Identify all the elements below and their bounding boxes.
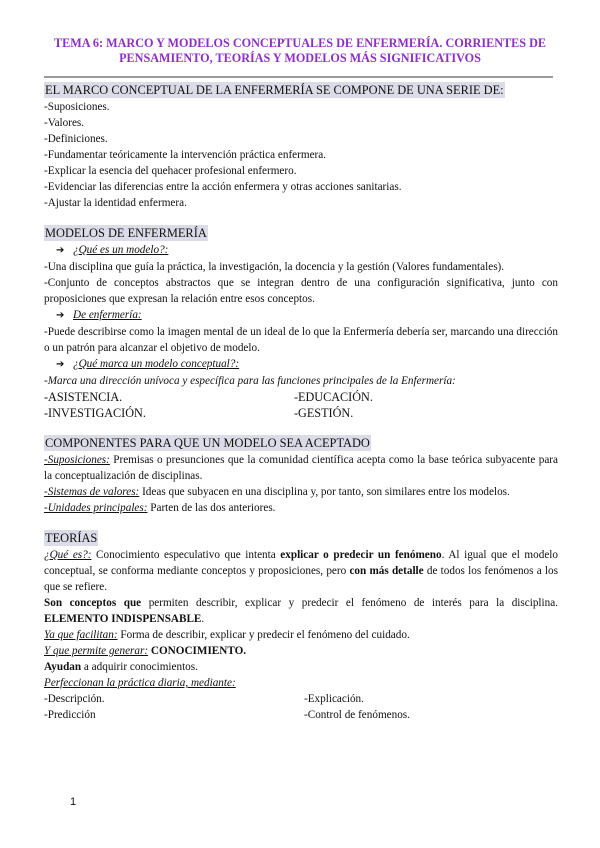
bold-text: Ayudan (44, 661, 82, 673)
functions-row (44, 405, 558, 421)
page-number: 1 (70, 796, 77, 808)
section-teorias (44, 530, 558, 723)
term-label: -Unidades principales: (44, 502, 148, 514)
methods-row (44, 707, 558, 723)
term-label: Perfeccionan la práctica diaria, mediante: (44, 677, 236, 689)
paragraph (44, 452, 558, 484)
term-text: Ideas que subyacen en una disciplina y, por tanto, son similares entre los modelos. (139, 486, 510, 498)
title-divider (44, 76, 553, 78)
term-text: de todos los fenómenos a los que se refiere. (44, 565, 558, 593)
question-label: ¿Qué es un modelo?: (73, 244, 169, 256)
question-label: ¿Qué marca un modelo conceptual?: (73, 358, 240, 370)
section-heading: COMPONENTES PARA QUE UN MODELO SEA ACEPTADO (45, 436, 370, 450)
section-heading: TEORÍAS (45, 531, 98, 545)
methods-row (44, 691, 558, 707)
paragraph (44, 547, 558, 595)
section-heading: MODELOS DE ENFERMERÍA (45, 226, 207, 240)
term-label: Ya que facilitan: (44, 629, 118, 641)
method-item: -Descripción. (44, 693, 105, 705)
bold-text: ELEMENTO INDISPENSABLE (44, 613, 202, 625)
bold-text: Son conceptos que (44, 597, 142, 609)
section-heading: EL MARCO CONCEPTUAL DE LA ENFERMERÍA SE COMPONE DE UNA SERIE DE: (45, 83, 504, 97)
term-label: ¿Qué es?: (44, 549, 92, 561)
term-label: Y que permite generar: (44, 645, 149, 657)
paragraph: -Conjunto de conceptos abstractos que se integran dentro de una configuración significativa, junto con proposiciones que expresan la relación entre esos conceptos. (44, 277, 558, 305)
method-item: -Explicación. (304, 693, 364, 705)
paragraph (44, 643, 558, 659)
bold-text: CONOCIMIENTO. (150, 645, 247, 657)
method-item: -Predicción (44, 709, 96, 721)
list-item: -Ajustar la identidad enfermera. (44, 197, 187, 209)
term-label: -Suposiciones: (44, 454, 110, 466)
section-componentes (44, 435, 558, 516)
list-item: -Definiciones. (44, 133, 108, 145)
paragraph (44, 595, 558, 627)
term-text: permiten describir, explicar y predecir el fenómeno de interés para la disciplina. (141, 597, 559, 609)
document-title: TEMA 6: MARCO Y MODELOS CONCEPTUALES DE ENFERMERÍA. CORRIENTES DE PENSAMIENTO, TEORÍAS Y MODELOS MÁS SIGNIFICATIVOS (53, 36, 547, 65)
arrow-right-icon: ➔ (56, 310, 65, 321)
paragraph: -Marca una dirección unívoca y específica para las funciones principales de la Enfermería: (44, 375, 456, 387)
list-item: -Evidenciar las diferencias entre la acción enfermera y otras acciones sanitarias. (44, 181, 402, 193)
list-item: -Fundamentar teóricamente la intervención práctica enfermera. (44, 149, 327, 161)
paragraph: -Una disciplina que guía la práctica, la investigación, la docencia y la gestión (Valores fundamentales). (44, 261, 505, 273)
list-item: -Explicar la esencia del quehacer profesional enfermero. (44, 165, 297, 177)
paragraph (44, 500, 558, 516)
list-item: -Suposiciones. (44, 101, 110, 113)
question-line (44, 242, 558, 259)
function-item: -ASISTENCIA. (44, 390, 123, 404)
section-modelos (44, 225, 558, 421)
term-text: . Al igual que el modelo conceptual, se conforma mediante conceptos y proposiciones, pero (44, 549, 558, 577)
function-item: -GESTIÓN. (294, 406, 354, 420)
paragraph: -Puede describirse como la imagen mental de un ideal de lo que la Enfermería debería ser, marcando una dirección o un patrón para alcanzar el objetivo de modelo. (44, 326, 558, 354)
paragraph (44, 675, 558, 691)
term-text: Parten de las dos anteriores. (147, 502, 276, 514)
term-text: a adquirir conocimientos. (81, 661, 198, 673)
term-text: Premisas o presunciones que la comunidad científica acepta como la base teórica subyacente para la conceptualización de disciplinas. (44, 454, 558, 482)
term-text: . (201, 613, 205, 625)
function-item: -INVESTIGACIÓN. (44, 406, 146, 420)
bold-text: explicar o predecir un fenómeno (280, 549, 442, 561)
term-text: Conocimiento especulativo que intenta (91, 549, 281, 561)
arrow-right-icon: ➔ (56, 245, 65, 256)
paragraph (44, 627, 558, 643)
paragraph (44, 484, 558, 500)
functions-row (44, 389, 558, 405)
bold-text: con más detalle (349, 565, 424, 577)
method-item: -Control de fenómenos. (304, 709, 410, 721)
question-line (44, 356, 558, 373)
paragraph (44, 659, 558, 675)
question-label: De enfermería: (73, 309, 142, 321)
question-line (44, 307, 558, 324)
list-item: -Valores. (44, 117, 85, 129)
term-text: Forma de describir, explicar y predecir el fenómeno del cuidado. (117, 629, 410, 641)
document-body (44, 82, 558, 723)
term-label: -Sistemas de valores: (44, 486, 140, 498)
function-item: -EDUCACIÓN. (294, 390, 373, 404)
arrow-right-icon: ➔ (56, 359, 65, 370)
section-marco-conceptual (44, 82, 558, 211)
